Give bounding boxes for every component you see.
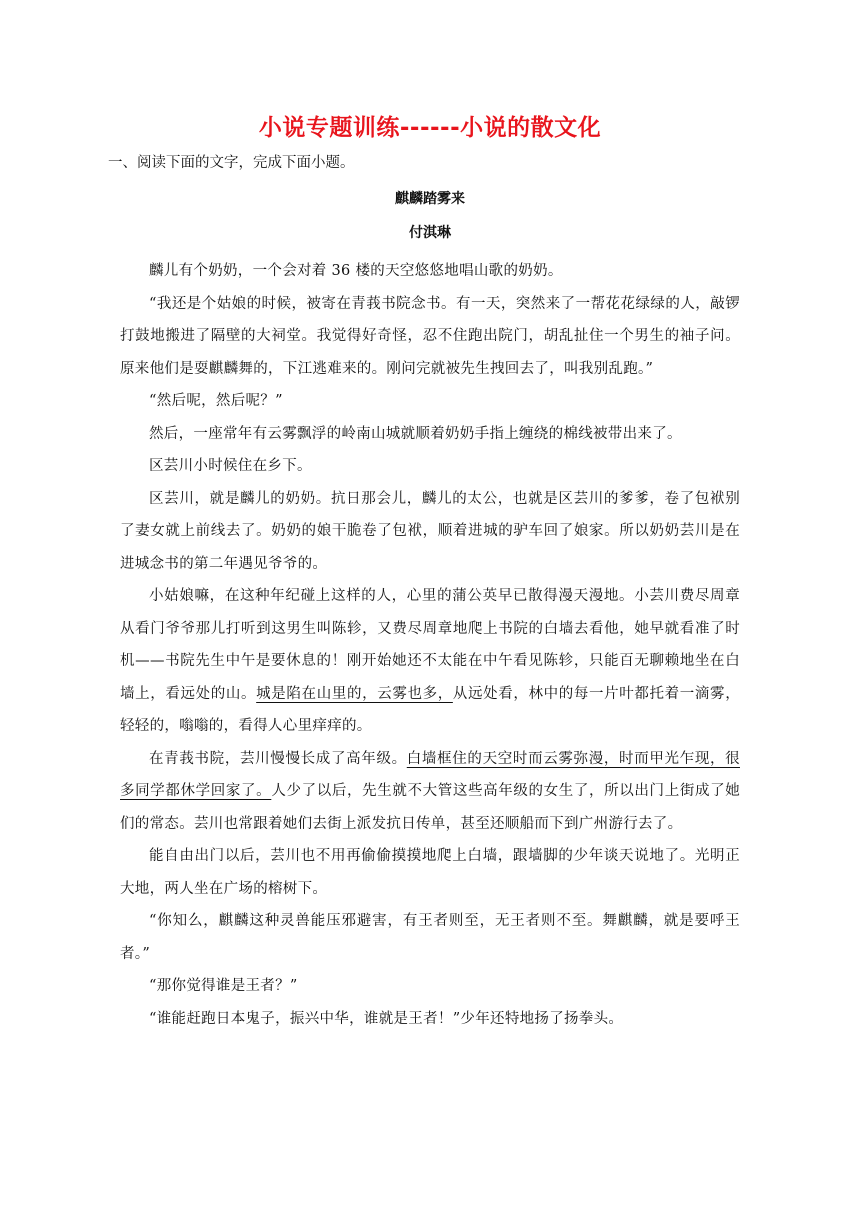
- story-paragraph: [120, 840, 740, 905]
- paragraph-text: “你知么，麒麟这种灵兽能压邪避害，有王者则至，无王者则不至。舞麒麟，就是要呼王者。”: [120, 913, 740, 962]
- question-prompt: 一、阅读下面的文字，完成下面小题。: [108, 155, 355, 171]
- paragraph-text: “那你觉得谁是王者？”: [149, 978, 298, 994]
- paragraph-text: 人少了以后，先生就不大管这些高年级的女生了，所以出门上街成了她们的常态。芸川也常跟着她们去街上派发抗日传单，甚至还顺船而下到广州游行去了。: [120, 783, 741, 832]
- paragraph-text: 在青莪书院，芸川慢慢长成了高年级。: [149, 750, 407, 767]
- story-paragraph: [120, 288, 740, 386]
- story-author: 付淇琳: [409, 225, 451, 241]
- story-paragraph: [120, 743, 740, 841]
- paragraph-text: 麟儿有个奶奶，一个会对着 36 楼的天空悠悠地唱山歌的奶奶。: [149, 263, 563, 279]
- paragraph-text: 区芸川小时候住在乡下。: [149, 458, 312, 474]
- story-paragraph: [120, 580, 740, 743]
- story-paragraph: [120, 1003, 740, 1036]
- paragraph-text: 小姑娘嘛，在这种年纪碰上这样的人，心里的蒲公英早已散得漫天漫地。小芸川费尽周章从看门爷爷那儿打听到这男生叫陈轸，又费尽周章地爬上书院的白墙去看他，她早就看准了时机——书院先生中午是要休息的！刚开始她还不太能在中午看见陈轸，只能百无聊赖地坐在白墙上，看远处的山。: [120, 588, 740, 702]
- story-title: 麒麟踏雾来: [395, 191, 465, 207]
- story-paragraph: [120, 905, 740, 970]
- paragraph-text: “我还是个姑娘的时候，被寄在青莪书院念书。有一天，突然来了一帮花花绿绿的人，敲锣打鼓地搬进了隔壁的大祠堂。我觉得好奇怪，忍不住跑出院门，胡乱扯住一个男生的袖子问。原来他们是耍麒麟舞的，下江逃难来的。刚问完就被先生拽回去了，叫我别乱跑。”: [120, 295, 740, 377]
- paragraph-text: 区芸川，就是麟儿的奶奶。抗日那会儿，麟儿的太公，也就是区芸川的爹爹，卷了包袱别了妻女就上前线去了。奶奶的娘干脆卷了包袱，顺着进城的驴车回了娘家。所以奶奶芸川是在进城念书的第二年遇见爷爷的。: [120, 490, 740, 572]
- paragraph-text: 能自由出门以后，芸川也不用再偷偷摸摸地爬上白墙，跟墙脚的少年谈天说地了。光明正大地，两人坐在广场的榕树下。: [120, 848, 740, 897]
- document-title: 小说专题训练------小说的散文化: [258, 115, 602, 141]
- underlined-passage: 城是陷在山里的，云雾也多，: [256, 685, 453, 702]
- underlined-passage: 白墙框住的天空时而云雾弥漫，时而甲光乍现，很多同学都休学回家了。: [120, 750, 740, 799]
- story-paragraph: [120, 385, 740, 418]
- story-paragraph: [120, 970, 740, 1003]
- paragraph-text: 从远处看，林中的每一片叶都托着一滴雾，轻轻的，嗡嗡的，看得人心里痒痒的。: [120, 685, 740, 734]
- paragraph-text: “然后呢，然后呢？”: [149, 393, 283, 409]
- story-paragraph: [120, 418, 740, 451]
- story-paragraph: [120, 483, 740, 581]
- story-body: [120, 255, 740, 1035]
- paragraph-text: 然后，一座常年有云雾飘浮的岭南山城就顺着奶奶手指上缠绕的棉线被带出来了。: [149, 425, 682, 442]
- paragraph-text: “谁能赶跑日本鬼子，振兴中华，谁就是王者！”少年还特地扬了扬拳头。: [149, 1010, 624, 1027]
- story-paragraph: [120, 255, 740, 288]
- story-paragraph: [120, 450, 740, 483]
